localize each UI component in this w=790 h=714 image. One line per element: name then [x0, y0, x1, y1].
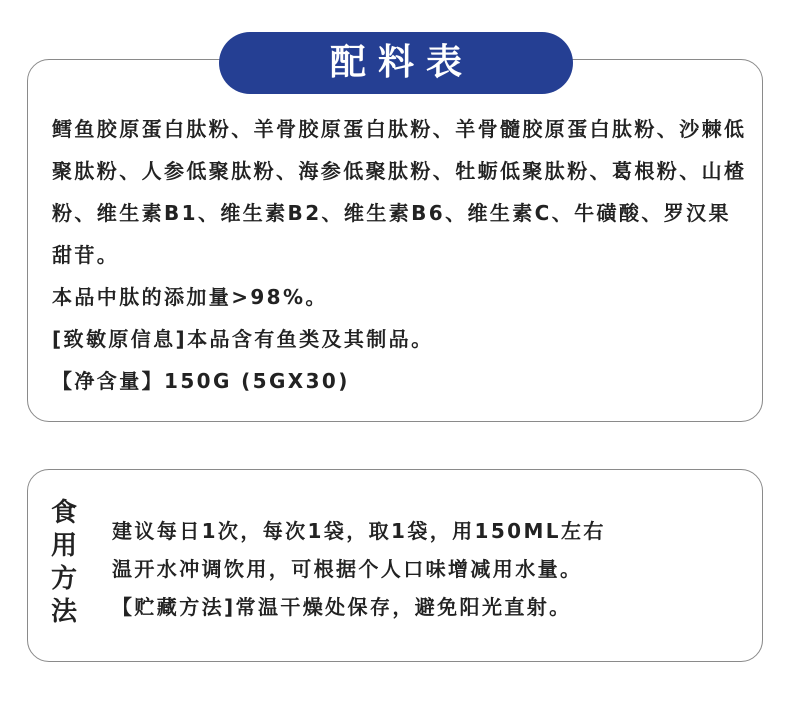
usage-heading: 食用方法 — [51, 498, 78, 627]
storage-instructions: 【贮藏方法]常温干燥处保存，避免阳光直射。 — [112, 595, 572, 619]
peptide-content-note: 本品中肽的添加量>98%。 — [52, 285, 328, 309]
usage-line-preparation: 温开水冲调饮用，可根据个人口味增减用水量。 — [112, 557, 583, 581]
allergen-info: [致敏原信息]本品含有鱼类及其制品。 — [52, 327, 434, 351]
usage-line-dosage: 建议每日1次，每次1袋，取1袋，用150ML左右 — [112, 519, 606, 543]
ingredients-content — [52, 108, 752, 402]
ingredients-title: 配料表 — [219, 32, 573, 94]
ingredients-list: 鳕鱼胶原蛋白肽粉、羊骨胶原蛋白肽粉、羊骨髓胶原蛋白肽粉、沙棘低聚肽粉、人参低聚肽粉、海参低聚肽粉、牡蛎低聚肽粉、葛根粉、山楂粉、维生素B1、维生素B2、维生素B6、维生素C、牛磺酸、罗汉果甜苷。 — [52, 117, 747, 267]
net-content: 【净含量】150G (5GX30) — [52, 369, 350, 393]
usage-content — [112, 512, 732, 626]
